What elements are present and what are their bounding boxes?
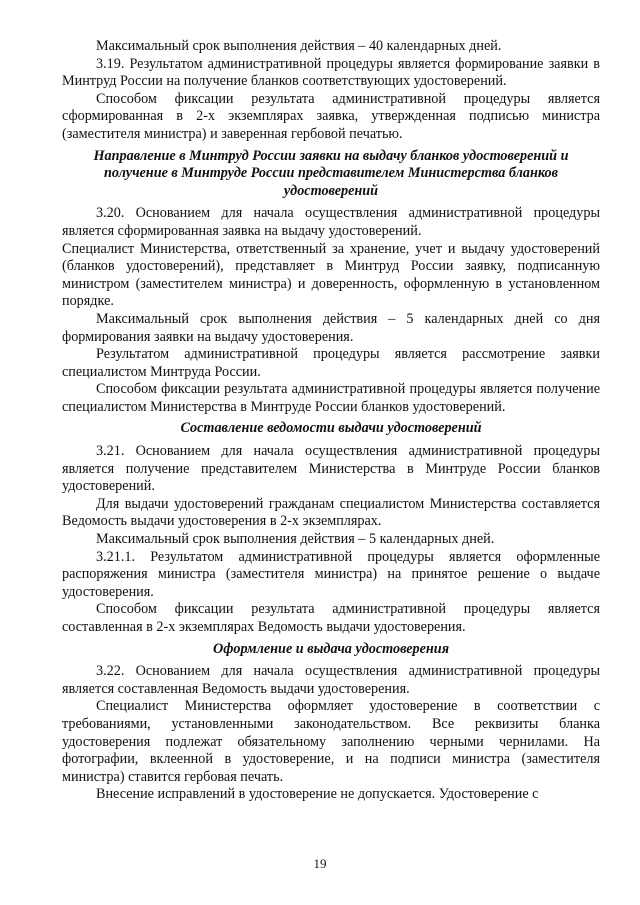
paragraph: Для выдачи удостоверений гражданам специалистом Министерства составляется Ведомость выдачи удостоверения в 2-х экземплярах.	[62, 495, 600, 530]
paragraph: 3.21. Основанием для начала осуществления административной процедуры является получение представителем Министерства в Минтруде России бланков удостоверений.	[62, 443, 600, 495]
paragraph: Способом фиксации результата административной процедуры является сформированная в 2-х экземплярах заявка, утвержденная подписью министра (заместителя министра) и заверенная гербовой печатью.	[62, 90, 600, 142]
paragraph: 3.19. Результатом административной процедуры является формирование заявки в Минтруд России на получение бланков соответствующих удостоверений.	[62, 55, 600, 90]
paragraph: 3.20. Основанием для начала осуществления административной процедуры является сформированная заявка на выдачу удостоверений.	[62, 205, 600, 239]
document-body	[62, 38, 600, 804]
page-number: 19	[313, 856, 327, 871]
paragraph: 3.21.1. Результатом административной процедуры является оформленные распоряжения министра (заместителя министра) на принятое решение о выдаче удостоверения.	[62, 548, 600, 600]
paragraph: Максимальный срок выполнения действия – 5 календарных дней со дня формирования заявки на выдачу удостоверения.	[62, 310, 600, 345]
section-heading: Составление ведомости выдачи удостоверений	[180, 420, 482, 437]
section-heading: Направление в Минтруд России заявки на выдачу бланков удостоверений и получение в Минтруде России представителем Министерства бланков удостоверений	[93, 147, 569, 199]
paragraph: Способом фиксации результата административной процедуры является получение специалистом Министерства в Минтруде России бланков удостоверений.	[62, 381, 600, 415]
paragraph: Способом фиксации результата административной процедуры является составленная в 2-х экземплярах Ведомость выдачи удостоверения.	[62, 601, 600, 635]
paragraph: Результатом административной процедуры является рассмотрение заявки специалистом Минтруда России.	[62, 346, 600, 380]
paragraph: Специалист Министерства, ответственный за хранение, учет и выдачу удостоверений (бланков удостоверений), представляет в Минтруд России заявку, подписанную министром (заместителем министра) и доверенность, оформленную в установленном порядке.	[62, 240, 600, 310]
paragraph: Максимальный срок выполнения действия – 40 календарных дней.	[96, 38, 502, 54]
paragraph: Внесение исправлений в удостоверение не допускается. Удостоверение с	[96, 786, 539, 803]
paragraph: 3.22. Основанием для начала осуществления административной процедуры является составленная Ведомость выдачи удостоверения.	[62, 663, 600, 697]
section-heading: Оформление и выдача удостоверения	[213, 640, 449, 657]
paragraph: Специалист Министерства оформляет удостоверение в соответствии с требованиями, установленными законодательством. Все реквизиты бланка удостоверения подлежат обязательному заполнению черными чернилами. На фотографии, вклеенной в удостоверение, и на подписи министра (заместителя министра) ставится гербовая печать.	[62, 698, 600, 785]
paragraph: Максимальный срок выполнения действия – 5 календарных дней.	[96, 531, 495, 548]
